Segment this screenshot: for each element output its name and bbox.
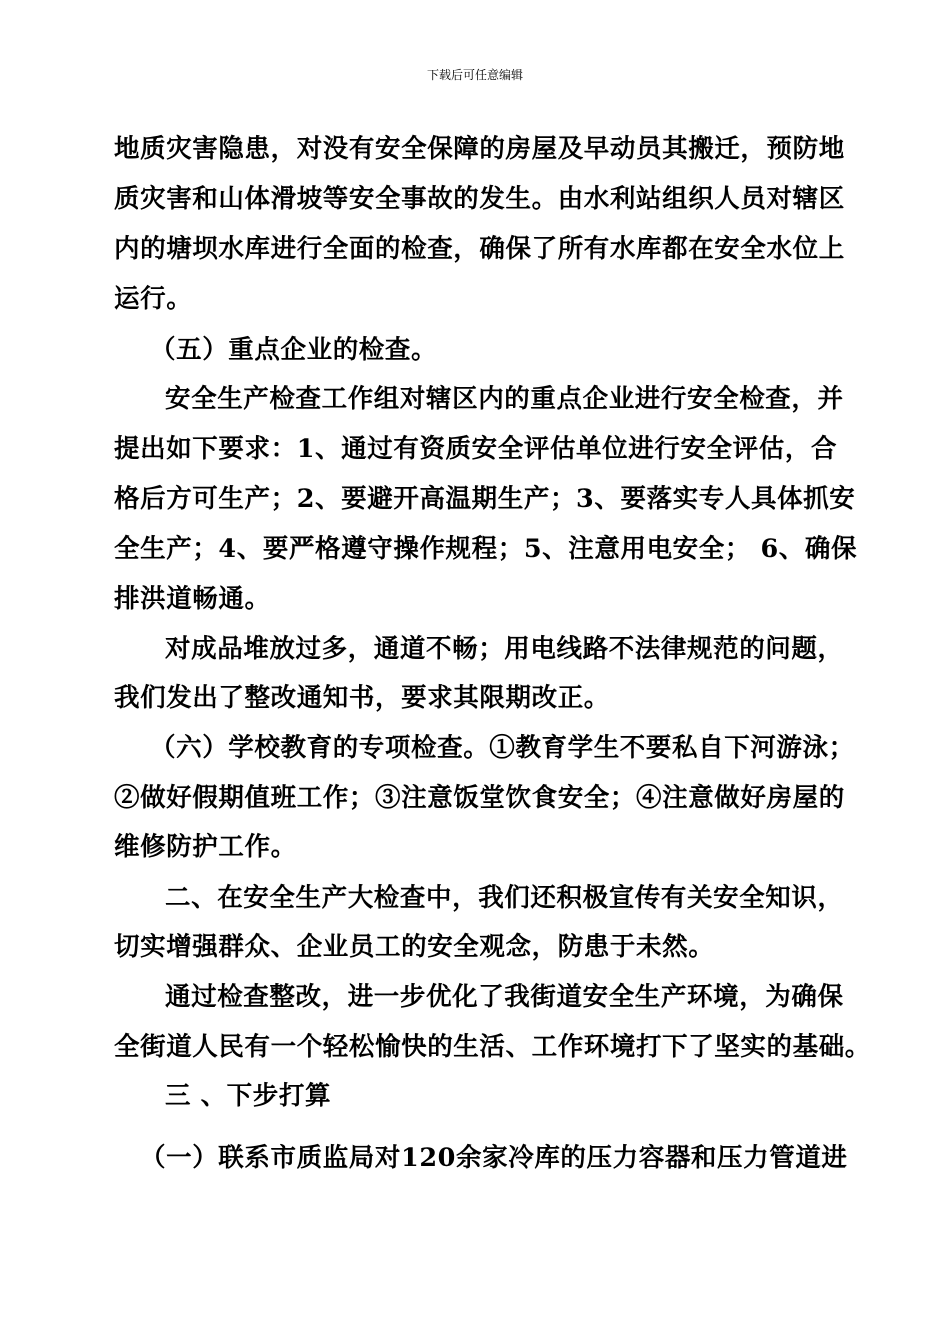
section-heading: （六）学校教育的专项检查。①教育学生不要私自下河游泳；	[150, 733, 855, 763]
text-line: 质灾害和山体滑坡等安全事故的发生。由水利站组织人员对辖区	[114, 184, 845, 214]
text-line: 内的塘坝水库进行全面的检查，确保了所有水库都在安全水位上	[114, 234, 845, 264]
text-line: 通过检查整改，进一步优化了我街道安全生产环境，为确保	[165, 982, 844, 1012]
text-line: 对成品堆放过多，通道不畅；用电线路不法律规范的问题，	[165, 634, 844, 664]
text-line: ②做好假期值班工作；③注意饭堂饮食安全；④注意做好房屋的	[114, 783, 845, 813]
page-header: 下载后可任意编辑	[426, 68, 523, 82]
text-line: 二、在安全生产大检查中，我们还积极宣传有关安全知识，	[165, 883, 844, 913]
text-line: 全街道人民有一个轻松愉快的生活、工作环境打下了坚实的基础。	[114, 1032, 871, 1062]
text-line: 地质灾害隐患，对没有安全保障的房屋及早动员其搬迁，预防地	[114, 134, 845, 164]
text-line: 安全生产检查工作组对辖区内的重点企业进行安全检查，并	[165, 384, 844, 414]
text-line: 切实增强群众、企业员工的安全观念，防患于未然。	[114, 932, 715, 962]
text-line: 维修防护工作。	[114, 832, 297, 862]
text-line: 运行。	[114, 284, 193, 314]
text-line: 全生产；4、要严格遵守操作规程；5、注意用电安全； 6、确保	[114, 534, 858, 564]
text-line: 我们发出了整改通知书，要求其限期改正。	[114, 683, 610, 713]
section-heading: 三 、下步打算	[165, 1081, 332, 1111]
text-line: 提出如下要求：1、通过有资质安全评估单位进行安全评估，合	[114, 434, 838, 464]
text-line: 排洪道畅通。	[114, 584, 271, 614]
text-line: 格后方可生产；2、要避开高温期生产；3、要落实专人具体抓安	[114, 484, 856, 514]
text-line: （一）联系市质监局对120余家冷库的压力容器和压力管道进	[140, 1143, 848, 1173]
section-heading: （五）重点企业的检查。	[150, 335, 438, 365]
